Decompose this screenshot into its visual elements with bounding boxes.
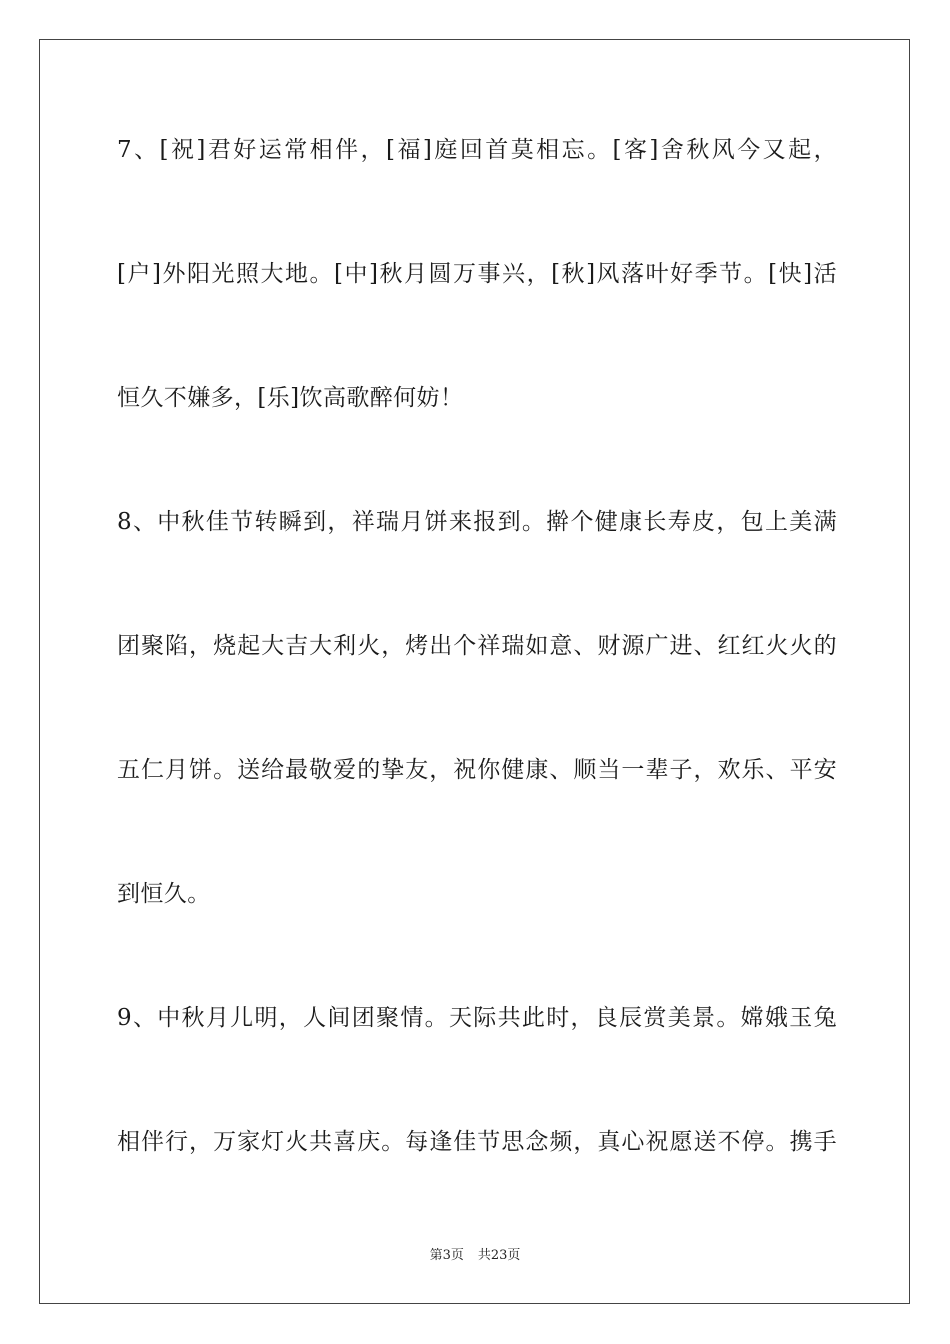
page-total: 共23页 <box>477 1248 521 1263</box>
page-number: 第3页 <box>429 1248 464 1263</box>
page-border <box>39 39 910 1304</box>
text-line: 9、中秋月儿明，人间团聚情。天际共此时，良辰赏美景。嫦娥玉兔 <box>117 1005 837 1031</box>
text-line: 8、中秋佳节转瞬到，祥瑞月饼来报到。擀个健康长寿皮，包上美满 <box>117 509 837 535</box>
text-line: 相伴行，万家灯火共喜庆。每逢佳节思念频，真心祝愿送不停。携手 <box>117 1129 837 1155</box>
text-line: 到恒久。 <box>117 881 211 907</box>
text-line: 7、[祝]君好运常相伴，[福]庭回首莫相忘。[客]舍秋风今又起， <box>117 137 837 163</box>
text-line: 团聚陷，烧起大吉大利火，烤出个祥瑞如意、财源广进、红红火火的 <box>117 633 837 659</box>
text-line: 恒久不嫌多，[乐]饮高歌醉何妨！ <box>117 385 464 411</box>
text-line: [户]外阳光照大地。[中]秋月圆万事兴，[秋]风落叶好季节。[快]活 <box>117 261 837 287</box>
text-line: 五仁月饼。送给最敬爱的挚友，祝你健康、顺当一辈子，欢乐、平安 <box>117 757 837 783</box>
page-footer <box>0 1248 950 1264</box>
